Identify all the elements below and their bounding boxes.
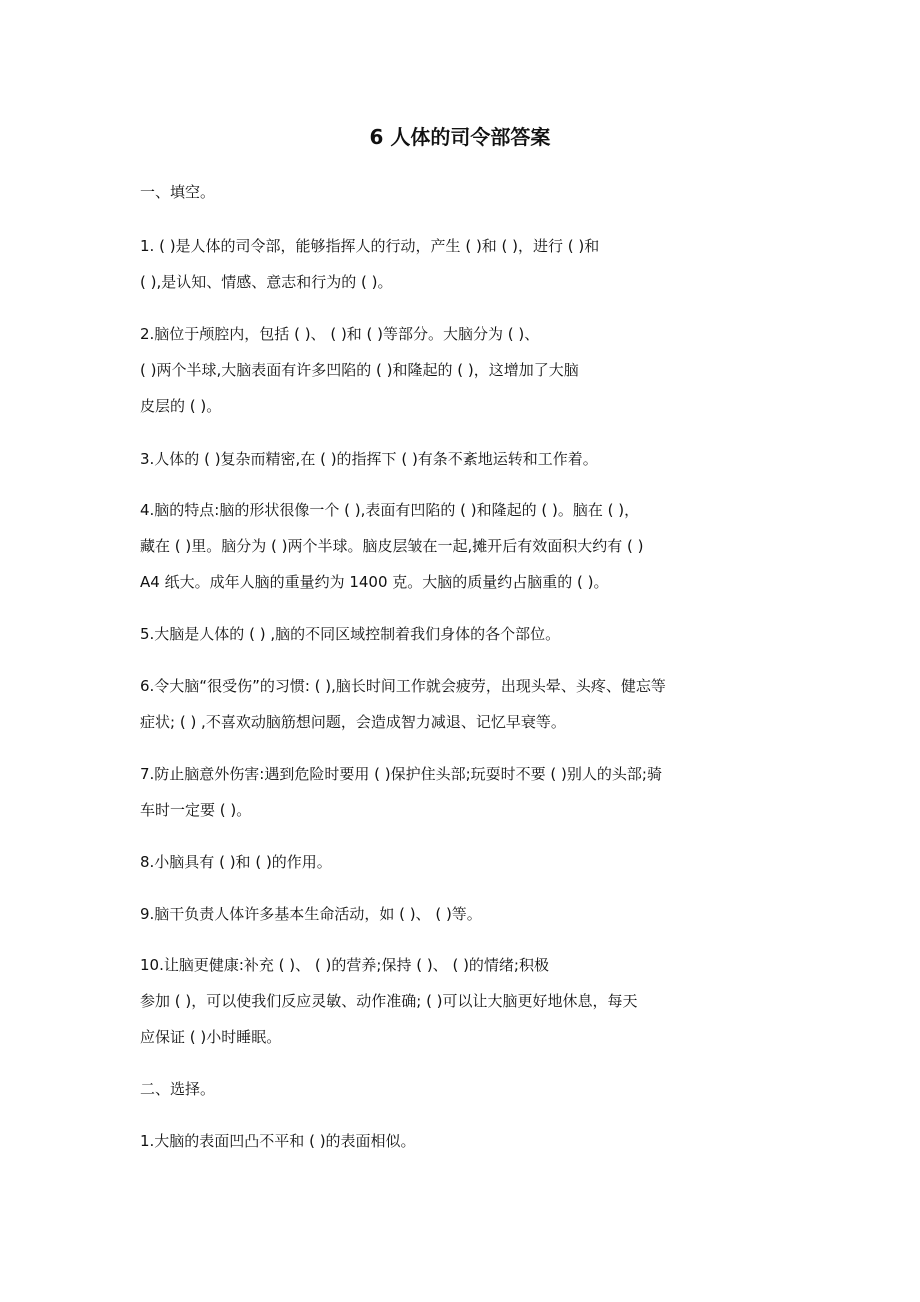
question-10-line-2: 参加 ( )，可以使我们反应灵敏、动作准确; ( )可以让大脑更好地休息，每天 <box>140 992 638 1010</box>
question-6-line-1: 6.令大脑“很受伤”的习惯: ( ),脑长时间工作就会疲劳，出现头晕、头疼、健忘等 <box>140 677 666 695</box>
question-2-line-1: 2.脑位于颅腔内，包括 ( )、 ( )和 ( )等部分。大脑分为 ( )、 <box>140 325 540 343</box>
question-3-line-1: 3.人体的 ( )复杂而精密,在 ( )的指挥下 ( )有条不紊地运转和工作着。 <box>140 450 598 468</box>
section-heading-fill-blank: 一、填空。 <box>140 183 216 201</box>
question-4-line-3: A4 纸大。成年人脑的重量约为 1400 克。大脑的质量约占脑重的 ( )。 <box>140 573 609 591</box>
question-7-line-1: 7.防止脑意外伤害:遇到危险时要用 ( )保护住头部;玩耍时不要 ( )别人的头部;骑 <box>140 765 662 783</box>
question-2-line-3: 皮层的 ( )。 <box>140 397 222 415</box>
question-2-line-2: ( )两个半球,大脑表面有许多凹陷的 ( )和隆起的 ( )，这增加了大脑 <box>140 361 579 379</box>
question-8-line-1: 8.小脑具有 ( )和 ( )的作用。 <box>140 853 332 871</box>
page-title: 6 人体的司令部答案 <box>369 125 551 149</box>
question-10-line-3: 应保证 ( )小时睡眠。 <box>140 1028 282 1046</box>
choice-question-1: 1.大脑的表面凹凸不平和 ( )的表面相似。 <box>140 1132 416 1150</box>
section-heading-choice: 二、选择。 <box>140 1080 216 1098</box>
question-7-line-2: 车时一定要 ( )。 <box>140 801 252 819</box>
question-5-line-1: 5.大脑是人体的 ( ) ,脑的不同区域控制着我们身体的各个部位。 <box>140 625 561 643</box>
question-10-line-1: 10.让脑更健康:补充 ( )、 ( )的营养;保持 ( )、 ( )的情绪;积极 <box>140 956 549 974</box>
question-1-line-1: 1. ( )是人体的司令部，能够指挥人的行动，产生 ( )和 ( )，进行 ( )和 <box>140 237 600 255</box>
question-4-line-2: 藏在 ( )里。脑分为 ( )两个半球。脑皮层皱在一起,摊开后有效面积大约有 ( ) <box>140 537 644 555</box>
question-4-line-1: 4.脑的特点:脑的形状很像一个 ( ),表面有凹陷的 ( )和隆起的 ( )。脑在 ( )， <box>140 501 640 519</box>
question-9-line-1: 9.脑干负责人体许多基本生命活动，如 ( )、 ( )等。 <box>140 905 482 923</box>
question-6-line-2: 症状; ( ) ,不喜欢动脑筋想问题，会造成智力减退、记忆早衰等。 <box>140 713 566 731</box>
question-1-line-2: ( ),是认知、情感、意志和行为的 ( )。 <box>140 273 393 291</box>
